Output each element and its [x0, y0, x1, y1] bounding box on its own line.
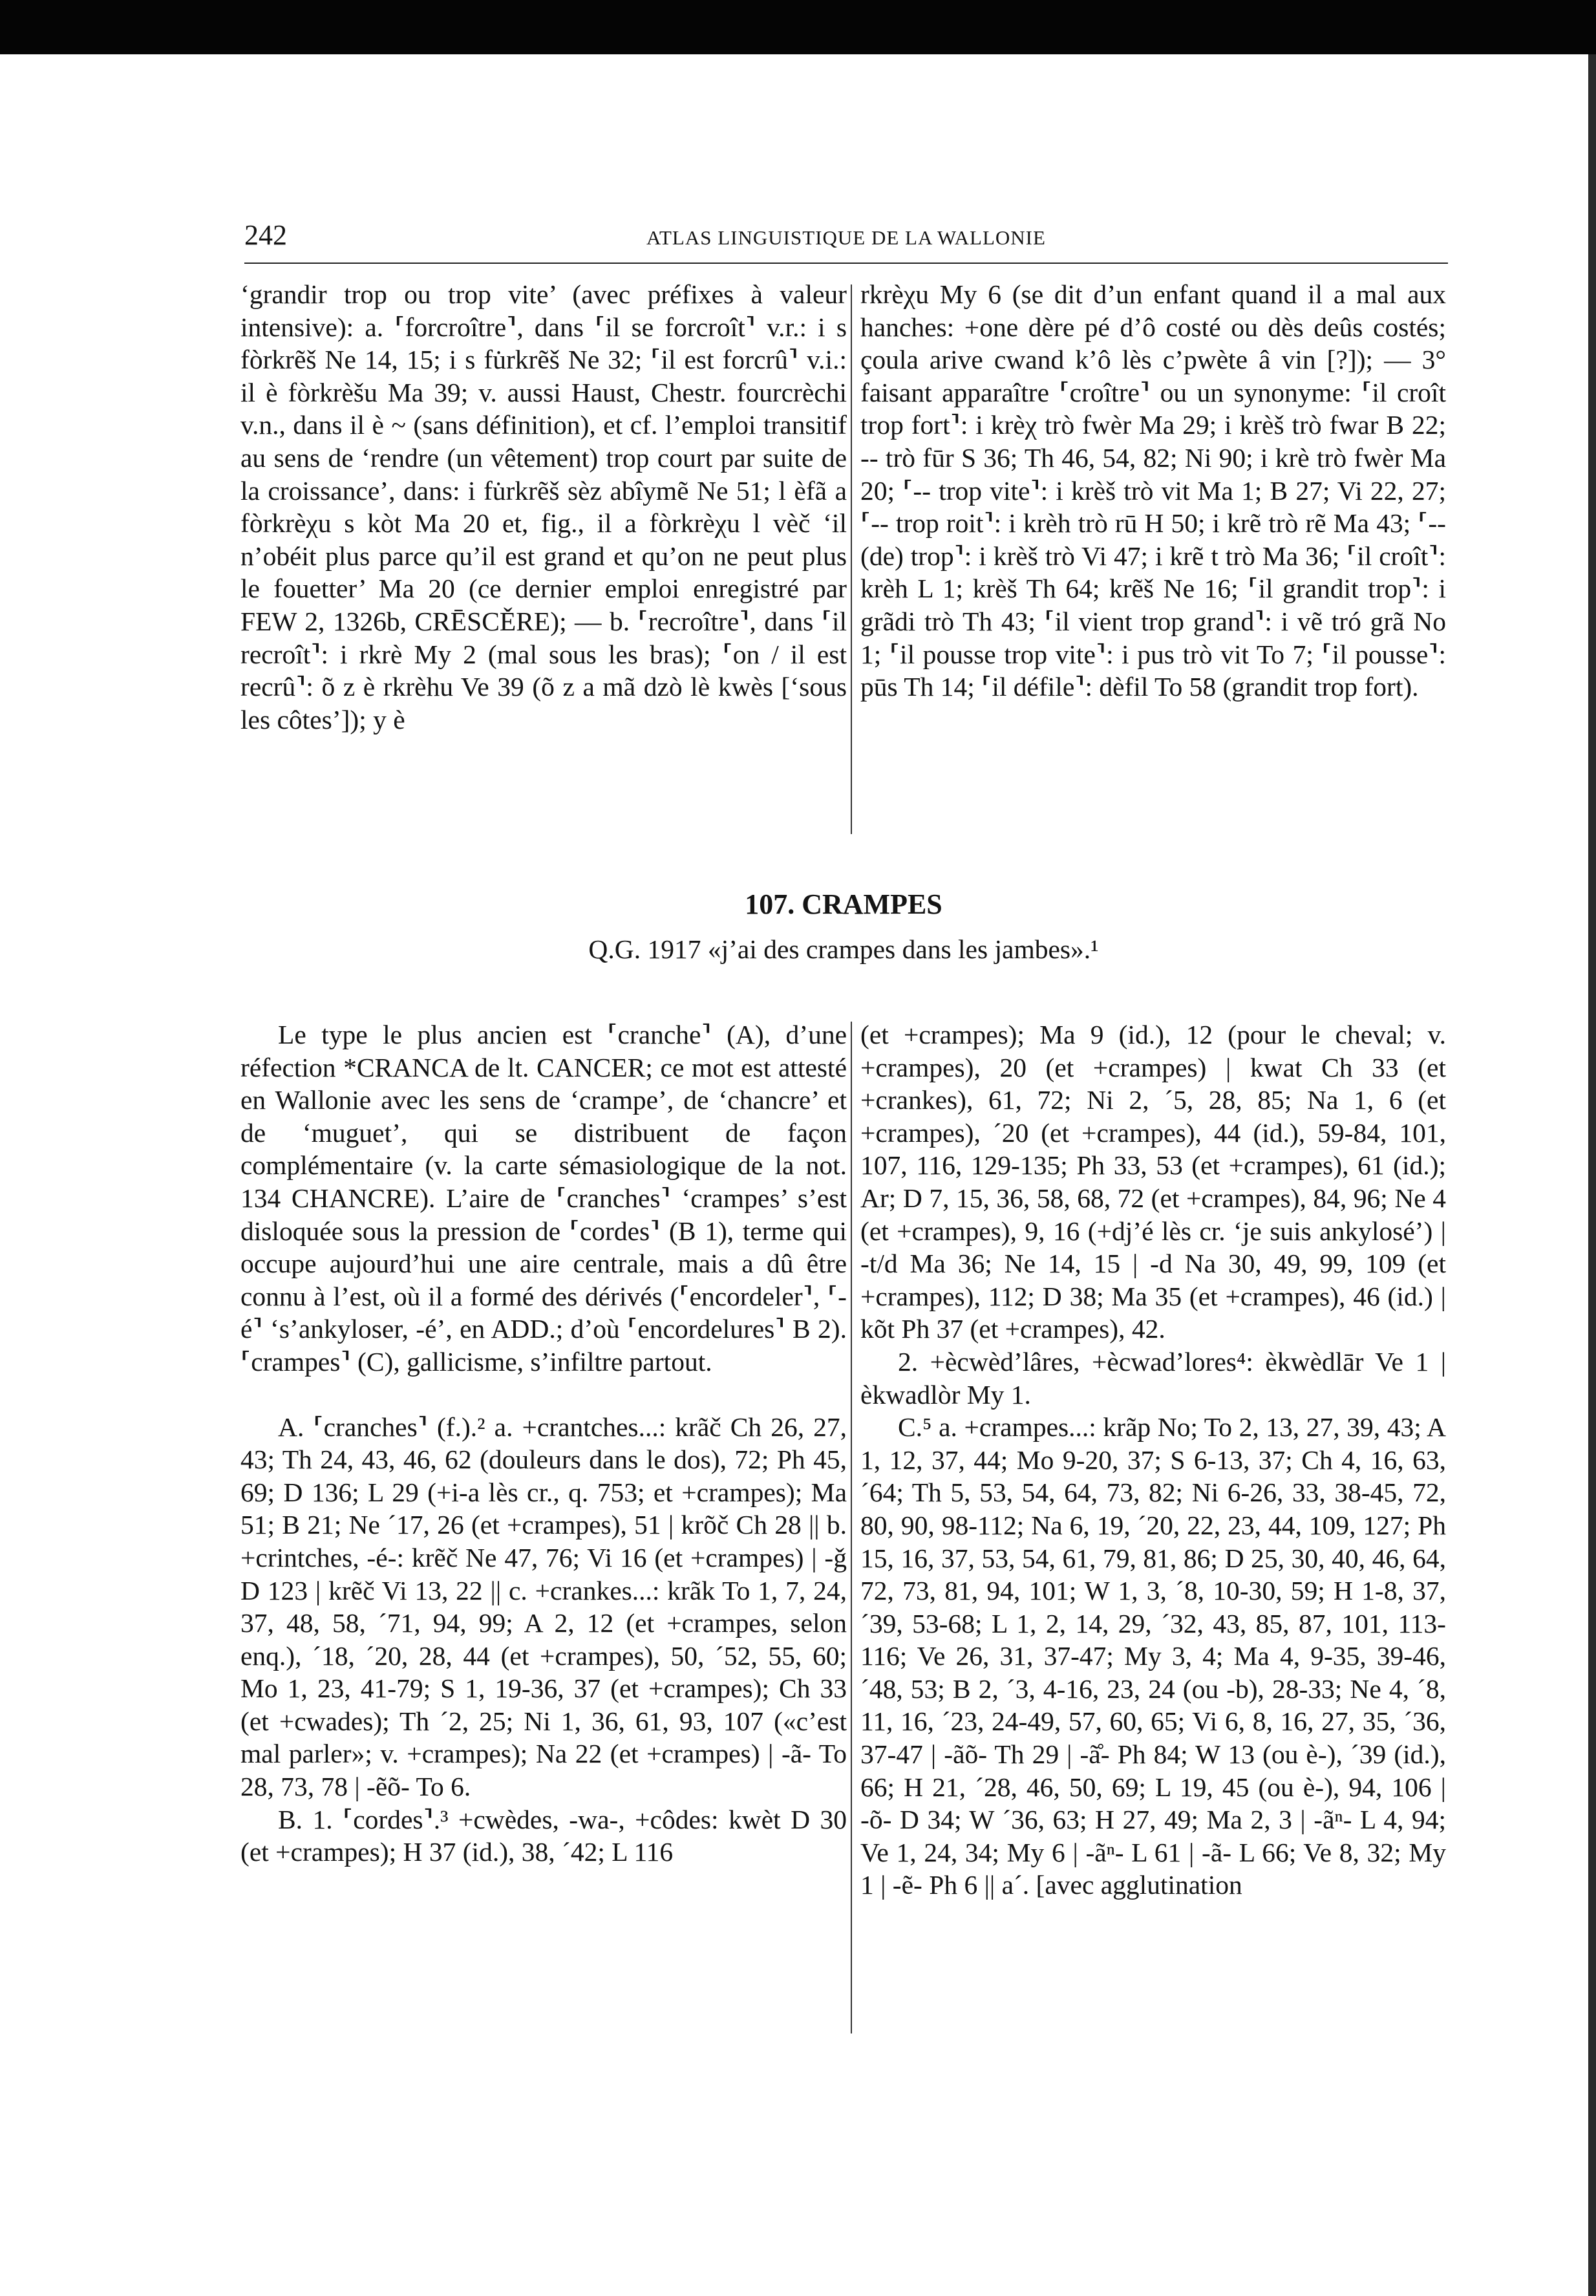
continuation-right-column — [860, 278, 1446, 703]
intro-paragraph: Le type le plus ancien est ⸢cranche⸣ (A), d’une réfection *CRANCA de lt. CANCER; ce mot est attesté en Wallonie avec les sens de ‘crampe’, de ‘chancre’ et de ‘muguet’, qui se distribuent de façon complémentaire (v. la carte sémasiologique de la not. 134 CHANCRE). L’aire de ⸢cranches⸣ ‘crampes’ s’est disloquée sous la pression de ⸢cordes⸣ (B 1), terme qui occupe aujourd’hui une aire centrale, mais a dû être connu à l’est, où il a formé des dérivés (⸢encordeler⸣, ⸢-é⸣ ‘s’ankyloser, -é’, en ADD.; d’où ⸢encordelures⸣ B 2). ⸢crampes⸣ (C), gallicisme, s’infiltre partout. — [240, 1020, 847, 1377]
continuation-right-text: rkrèχu My 6 (se dit d’un enfant quand il a mal aux hanches: +one dère pé d’ô costé ou dès deûs costés; çoula arive cwand k’ô lès c’pwète â vin [?]); — 3° faisant apparaître ⸢croître⸣ ou un synonyme: ⸢il croît trop fort⸣: i krèχ trò fwèr Ma 29; i krèš trò fwar B 22; -- trò fūr S 36; Th 46, 54, 82; Ni 90; i krè trò fwèr Ma 20; ⸢-- trop vite⸣: i krèš trò vit Ma 1; B 27; Vi 22, 27; ⸢-- trop roit⸣: i krèh trò rū H 50; i krẽ trò rẽ Ma 43; ⸢-- (de) trop⸣: i krèš trò Vi 47; i krẽ t trò Ma 36; ⸢il croît⸣: krèh L 1; krèš Th 64; krẽš Ne 16; ⸢il grandit trop⸣: i grãdi trò Th 43; ⸢il vient trop grand⸣: i vẽ tró grã No 1; ⸢il pousse trop vite⸣: i pus trò vit To 7; ⸢il pousse⸣: pūs Th 14; ⸢il défile⸣: dèfil To 58 (grandit trop fort). — [860, 279, 1446, 702]
page-number: 242 — [244, 219, 287, 251]
continuation-left-text: ‘grandir trop ou trop vite’ (avec préfixes à valeur intensive): a. ⸢forcroître⸣, dans ⸢il se forcroît⸣ v.r.: i s fòrkrẽš Ne 14, 15; i s fu̇rkrẽš Ne 32; ⸢il est forcrû⸣ v.i.: il è fòrkrèšu Ma 39; v. aussi Haust, Chestr. fourcrèchi v.n., dans il è ~ (sans définition), et cf. l’emploi transitif au sens de ‘rendre (un vêtement) trop court par suite de la croissance’, dans: i fu̇rkrẽš sèz abîymẽ Ne 51; l èfã a fòrkrèχu s kòt Ma 20 et, fig., il a fòrkrèχu l vèč ‘il n’obéit plus parce qu’il est grand et qu’on ne peut plus le fouetter’ Ma 20 (ce dernier emploi enregistré par FEW 2, 1326b, CRĒSCĚRE); — b. ⸢recroître⸣, dans ⸢il recroît⸣: i rkrè My 2 (mal sous les bras); ⸢on / il est recrû⸣: õ z è rkrèhu Ve 39 (õ z a mã dzò lè kwès [‘sous les côtes’]); y è — [240, 279, 847, 735]
column-divider — [851, 284, 852, 834]
scan-right-border — [1588, 54, 1596, 2296]
article-left-column — [240, 1018, 847, 1869]
page-header — [244, 216, 1448, 264]
article-subtitle: Q.G. 1917 «j’ai des crampes dans les jambes».¹ — [588, 934, 1099, 964]
article-title: 107. CRAMPES — [745, 888, 942, 920]
type-b-paragraph: B. 1. ⸢cordes⸣.³ +cwèdes, -wa-, +côdes: kwèt D 30 (et +crampes); H 37 (id.), 38, ´42; L 116 — [240, 1804, 847, 1867]
running-title: ATLAS LINGUISTIQUE DE LA WALLONIE — [646, 226, 1046, 249]
article-right-column — [860, 1018, 1446, 1902]
type-c-paragraph: C.⁵ a. +crampes...: krãp No; To 2, 13, 27, 39, 43; A 1, 12, 37, 44; Mo 9-20, 37; S 6-13, 37; Ch 4, 16, 63, ´64; Th 5, 53, 54, 64, 73, 82; Ni 6-26, 33, 38-45, 72, 80, 90, 98-112; Na 6, 19, ´20, 22, 23, 44, 109, 127; Ph 15, 16, 37, 53, 54, 61, 79, 81, 86; D 25, 30, 40, 46, 64, 72, 73, 81, 94, 101; W 1, 3, ´8, 10-30, 59; H 1-8, 37, ´39, 53-68; L 1, 2, 14, 29, ´32, 43, 85, 87, 101, 113-116; Ve 26, 31, 37-47; My 3, 4; Ma 4, 9-35, 39-46, ´48, 53; B 2, ´3, 4-16, 23, 24 (ou -b), 28-33; Ne 4, ´8, 11, 16, ´23, 24-49, 57, 60, 65; Vi 6, 8, 16, 27, 35, ´36, 37-47 | -ãõ- Th 29 | -ã̊- Ph 84; W 13 (ou è-), ´39 (id.), 66; H 21, ´28, 46, 50, 69; L 19, 45 (ou è-), 94, 106 | -õ- D 34; W ´36, 63; H 27, 49; Ma 2, 3 | -ãⁿ- L 4, 94; Ve 1, 24, 34; My 6 | -ãⁿ- L 61 | -ã- L 66; Ve 8, 32; My 1 | -ẽ- Ph 6 || a´. [avec agglutination — [860, 1412, 1446, 1900]
paragraph-gap — [240, 1379, 847, 1411]
type-b-continued-paragraph: (et +crampes); Ma 9 (id.), 12 (pour le cheval; v. +crampes), 20 (et +crampes) | kwat Ch 33 (et +crankes), 61, 72; Ni 2, ´5, 28, 85; Na 1, 6 (et +crampes), ´20 (et +crampes), 44 (id.), 59-84, 101, 107, 116, 129-135; Ph 33, 53 (et +crampes), 61 (id.); Ar; D 7, 15, 36, 58, 68, 72 (et +crampes), 84, 96; Ne 4 (et +crampes), 9, 16 (+dj’é lès cr. ‘je suis ankylosé’) | -t/d Ma 36; Ne 14, 15 | -d Na 30, 49, 99, 109 (et +crampes), 112; D 38; Ma 35 (et +crampes), 46 (id.) | kõt Ph 37 (et +crampes), 42. — [860, 1020, 1446, 1344]
continuation-left-column — [240, 278, 847, 736]
type-b2-paragraph: 2. +ècwèd’lâres, +ècwad’lores⁴: èkwèdlār Ve 1 | èkwadlòr My 1. — [860, 1346, 1446, 1410]
column-divider — [851, 1022, 852, 2033]
type-a-paragraph: A. ⸢cranches⸣ (f.).² a. +crantches...: krãč Ch 26, 27, 43; Th 24, 43, 46, 62 (douleurs dans le dos), 72; Ph 45, 69; D 136; L 29 (+i-a lès cr., q. 753; et +crampes); Ma 51; B 21; Ne ´17, 26 (et +crampes), 51 | krõč Ch 28 || b. +crintches, -é-: krẽč Ne 47, 76; Vi 16 (et +crampes) | -ǧ D 123 | krẽč Vi 13, 22 || c. +crankes...: krãk To 1, 7, 24, 37, 48, 58, ´71, 94, 99; A 2, 12 (et +crampes, selon enq.), ´18, ´20, 28, 44 (et +crampes), 50, ´52, 55, 60; Mo 1, 23, 41-79; S 1, 19-36, 37 (et +crampes); Ch 33 (et +cwades); Th ´2, 25; Ni 1, 36, 61, 93, 107 («c’est mal parler»; v. +crampes); Na 22 (et +crampes) | -ã- To 28, 73, 78 | -ẽõ- To 6. — [240, 1411, 847, 1802]
scan-top-border — [0, 0, 1596, 54]
